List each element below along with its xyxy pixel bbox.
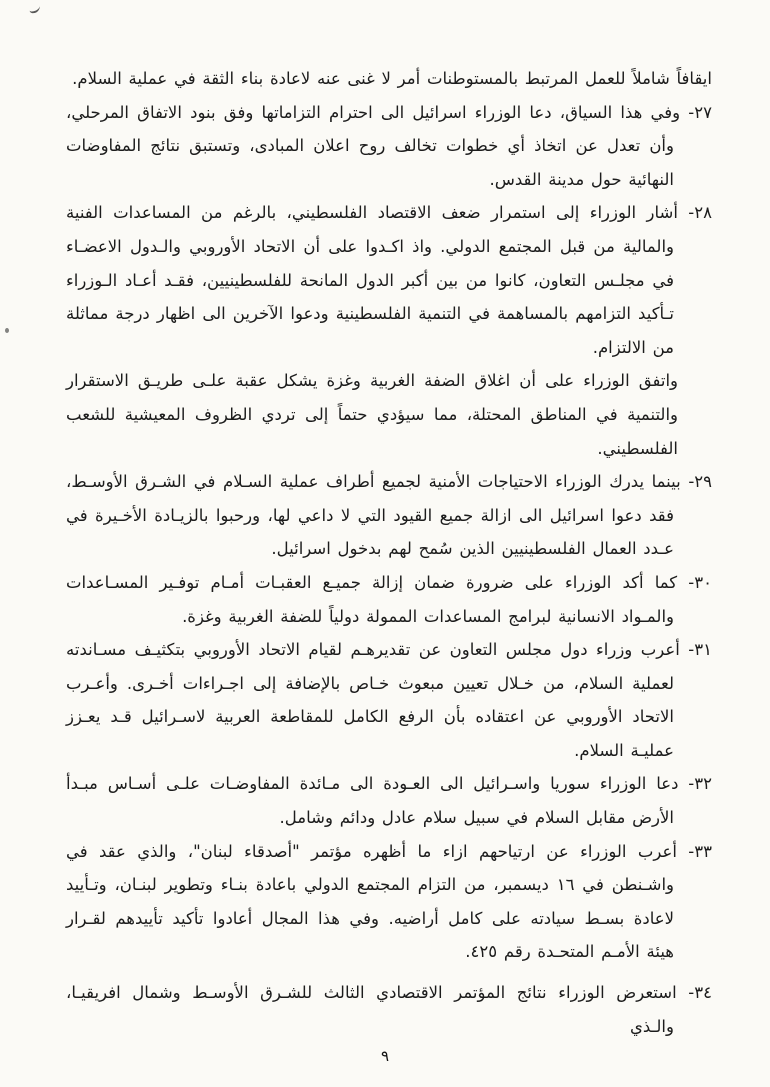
paragraph-text: أشار الوزراء إلى استمرار ضعف الاقتصاد الفلسطيني، بالرغم من المساعدات الفنية والمالية من قبل المجتمع الدولي. واذ اكـدوا على أن الاتحاد الأوروبي والـدول الاعضـاء في مجلـس التعاون، كانوا من بين أكبر الدول المانحة للفلسطينيين، فقـد أعـاد الـوزراء تـأكيد التزامهم بالمساهمة في التنمية الفلسطينية ودعوا الآخرين الى اظهار درجة مماثلة من الالتزام. — [66, 203, 678, 357]
paragraph-text: أعرب الوزراء عن ارتياحهم ازاء ما أظهره مؤتمر "أصدقاء لبنان"، والذي عقد في واشـنطن في ١٦ ديسمبر، من التزام المجتمع الدولي باعادة بنـاء وتطوير لبنـان، وتـأييد لاعادة بسـط سيادته على كامل أراضيه. وفي هذا المجال أعادوا تأكيد تأييدهم لقـرار هيئة الأمـم المتحـدة رقم ٤٢٥. — [66, 841, 677, 962]
paragraph-31 — [66, 633, 712, 767]
paragraph-number: ٣٠- — [688, 572, 712, 592]
paragraph-27 — [66, 96, 712, 197]
paragraph-34 — [66, 976, 712, 1043]
paragraph-number: ٣١- — [688, 640, 712, 660]
paragraph-text: واتفق الوزراء على أن اغلاق الضفة الغربية وغزة يشكل عقبة علـى طريـق الاستقرار والتنمية في المناطق المحتلة، مما سيؤدي حتماً إلى تردي الظروف المعيشية للشعب الفلسطيني. — [66, 371, 678, 458]
paragraph-text: بينما يدرك الوزراء الاحتياجات الأمنية لجميع أطراف عملية السـلام في الشـرق الأوسـط، فقد دعوا اسرائيل الى ازالة جميع القيود التي لا داعي لها، ورحبوا بالزيـادة الأخـيرة في عـدد العمال الفلسطينيين الذين سُمح لهم بدخول اسرائيل. — [66, 472, 681, 559]
paragraph-29 — [66, 465, 712, 566]
paragraph-33 — [66, 835, 712, 969]
paragraph-28 — [66, 196, 712, 364]
paragraph-number: ٣٣- — [688, 841, 712, 861]
paragraph-number: ٢٨- — [688, 203, 712, 223]
paragraph-text: كما أكد الوزراء على ضرورة ضمان إزالة جميـع العقبـات أمـام توفـير المسـاعدات والمـواد الانسانية لبرامج المساعدات الممولة دولياً للضفة الغربية وغزة. — [66, 572, 678, 626]
paragraph-32 — [66, 767, 712, 834]
paragraph-number: ٢٩- — [688, 472, 713, 492]
paragraph-text: ايقافاً شاملاً للعمل المرتبط بالمستوطنات أمر لا غنى عنه لاعادة بناء الثقة في عملية السلام. — [72, 69, 712, 88]
subparagraph-28b — [66, 364, 712, 465]
paragraph-number: ٣٢- — [688, 774, 712, 794]
paragraph-text: دعا الوزراء سوريا واسـرائيل الى العـودة الى مـائدة المفاوضـات علـى أسـاس مبـدأ الأرض مقابل السلام في سبيل سلام عادل ودائم وشامل. — [66, 774, 679, 828]
intro-continuation-paragraph — [66, 62, 712, 96]
paragraph-number: ٣٤- — [688, 983, 712, 1003]
paragraph-text: أعرب وزراء دول مجلس التعاون عن تقديرهـم لقيام الاتحاد الأوروبي بتكثيـف مسـاندته لعملية السلام، من خـلال تعيين مبعوث خـاص بالإضافة إلى اجـراءات أخـرى. وأعـرب الاتحاد الأوروبي عن اعتقاده بأن الرفع الكامل للمقاطعة العربية لاسـرائيل قـد يعـزز عمليـة السلام. — [66, 640, 680, 760]
paragraph-30 — [66, 566, 712, 633]
paragraph-text: استعرض الوزراء نتائج المؤتمر الاقتصادي الثالث للشـرق الأوسـط وشمال افريقيـا، والـذي — [66, 983, 677, 1036]
paragraph-text: وفي هذا السياق، دعا الوزراء اسرائيل الى احترام التزاماتها وفق بنود الاتفاق المرحلي، وأن تعدل عن اتخاذ أي خطوات تخالف روح اعلان المبادى، وتستبق نتائج المفاوضات النهائية حول مدينة القدس. — [66, 102, 681, 189]
page-number: ٩ — [380, 1047, 390, 1065]
paragraph-number: ٢٧- — [688, 102, 712, 122]
